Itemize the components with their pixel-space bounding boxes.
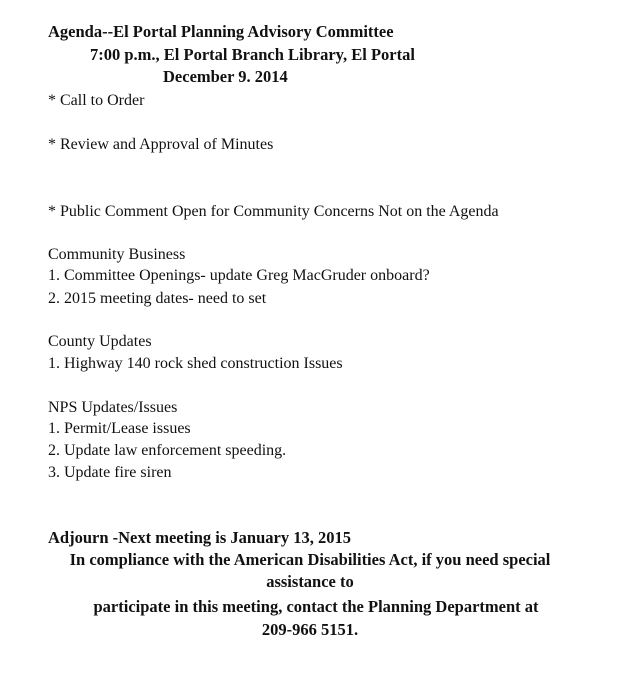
- planning-department-phone: 209-966 5151.: [261, 620, 359, 639]
- item-public-comment: * Public Comment Open for Community Concerns Not on the Agenda: [48, 203, 499, 220]
- community-business-item: 1. Committee Openings- update Greg MacGruder onboard?: [48, 267, 430, 284]
- meeting-time-location: 7:00 p.m., El Portal Branch Library, El Portal: [90, 45, 415, 64]
- ada-compliance-line-1: In compliance with the American Disabilities Act, if you need special: [69, 550, 551, 569]
- nps-updates-item: 2. Update law enforcement speeding.: [48, 442, 287, 459]
- section-heading-community-business: Community Business: [48, 246, 186, 263]
- meeting-date: December 9. 2014: [163, 67, 288, 86]
- section-heading-county-updates: County Updates: [48, 333, 152, 350]
- agenda-title: Agenda--El Portal Planning Advisory Committee: [48, 22, 394, 41]
- section-heading-nps-updates: NPS Updates/Issues: [48, 399, 178, 416]
- nps-updates-item: 1. Permit/Lease issues: [48, 420, 191, 437]
- item-review-minutes: * Review and Approval of Minutes: [48, 136, 274, 153]
- ada-compliance-line-3: participate in this meeting, contact the Planning Department at: [93, 597, 539, 616]
- adjourn-notice: Adjourn -Next meeting is January 13, 2015: [48, 528, 351, 547]
- item-call-to-order: * Call to Order: [48, 92, 145, 109]
- community-business-item: 2. 2015 meeting dates- need to set: [48, 290, 267, 307]
- ada-compliance-line-2: assistance to: [266, 572, 354, 591]
- county-updates-item: 1. Highway 140 rock shed construction Issues: [48, 355, 343, 372]
- nps-updates-item: 3. Update fire siren: [48, 464, 172, 481]
